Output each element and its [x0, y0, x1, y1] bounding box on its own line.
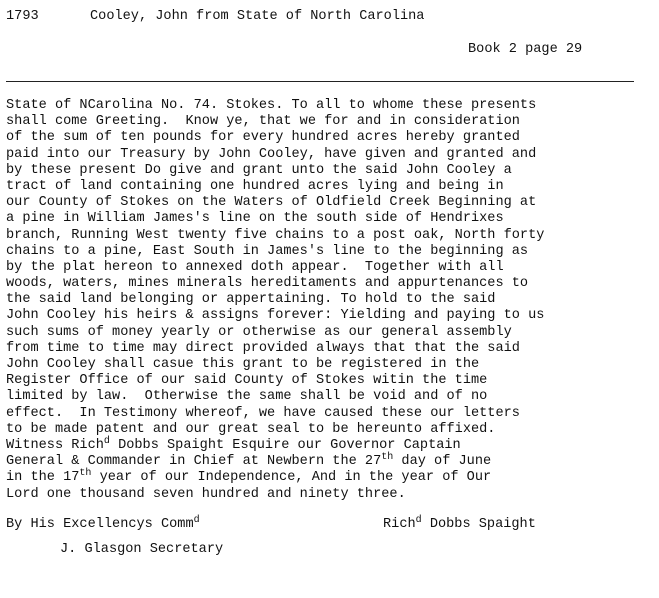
body-line: shall come Greeting. Know ye, that we for and in consideration: [6, 114, 520, 130]
secretary-signature: J. Glasgon Secretary: [60, 542, 224, 557]
body-line: branch, Running West twenty five chains to a post oak, North forty: [6, 227, 545, 243]
body-line: John Cooley his heirs & assigns forever: Yielding and paying to us: [6, 308, 545, 324]
body-line: from time to time may direct provided always that that the said: [6, 340, 520, 356]
signature-right-sup: d: [415, 515, 422, 526]
body-line: by these present Do give and grant unto the said John Cooley a: [6, 162, 512, 178]
body-line: Register Office of our said County of Stokes witin the time: [6, 373, 488, 389]
signature-left-sup: d: [193, 515, 200, 526]
body-line: tract of land containing one hundred acres lying and being in: [6, 178, 504, 194]
body-line: paid into our Treasury by John Cooley, have given and granted and: [6, 146, 537, 162]
body-line: in the 17th year of our Independence, And in the year of Our: [6, 468, 492, 486]
body-line: our County of Stokes on the Waters of Oldfield Creek Beginning at: [6, 195, 537, 211]
header-year: 1793: [6, 9, 39, 24]
signature-right-text: Rich: [383, 517, 416, 532]
book-reference: Book 2 page 29: [468, 42, 583, 57]
body-line: by the plat hereon to annexed doth appear. Together with all: [6, 259, 504, 275]
signature-right-rest: Dobbs Spaight: [421, 517, 536, 532]
body-line: Lord one thousand seven hundred and ninety three.: [6, 486, 406, 502]
body-line: Witness Rich$^d$ Dobbs Spaight Esquire our Governor Captain: [6, 435, 461, 453]
header-title: Cooley, John from State of North Carolina: [90, 9, 425, 24]
body-line: State of NCarolina No. 74. Stokes. To all to whome these presents: [6, 98, 537, 113]
body-line: the said land belonging or appertaining. To hold to the said: [6, 292, 496, 308]
signature-left-text: By His Excellencys Comm: [6, 517, 194, 532]
body-line: chains to a pine, East South in James's line to the beginning as: [6, 243, 529, 259]
body-line: such sums of money yearly or otherwise as our general assembly: [6, 324, 512, 340]
signature-left: [6, 517, 200, 532]
body-line: General & Commander in Chief at Newbern the 27th day of June: [6, 452, 492, 470]
body-line: John Cooley shall casue this grant to be registered in the: [6, 357, 480, 372]
body-line: a pine in William James's line on the south side of Hendrixes: [6, 211, 504, 227]
body-line: to be made patent and our great seal to be hereunto affixed.: [6, 421, 496, 437]
signature-right: [383, 517, 536, 532]
horizontal-rule: [6, 81, 634, 82]
body-line: woods, waters, mines minerals hereditaments and appurtenances to: [6, 276, 529, 292]
body-line: effect. In Testimony whereof, we have caused these our letters: [6, 405, 520, 421]
body-line: of the sum of ten pounds for every hundred acres hereby granted: [6, 130, 520, 146]
body-line: limited by law. Otherwise the same shall be void and of no: [6, 389, 488, 405]
grant-body-text: [6, 98, 656, 503]
